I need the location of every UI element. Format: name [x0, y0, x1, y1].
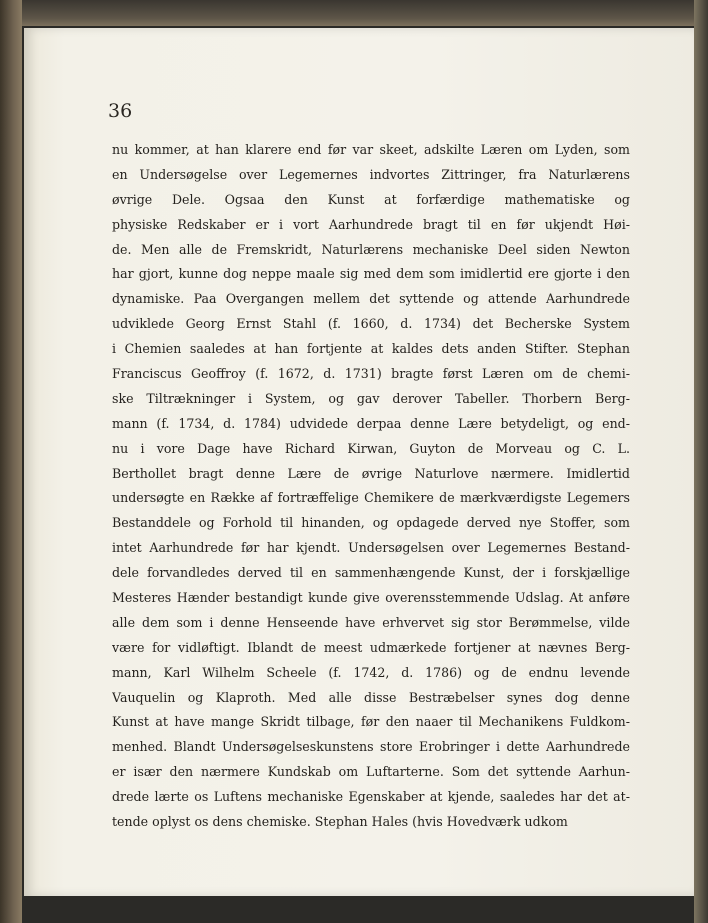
text-line: physiske Redskaber er i vort Aarhundrede bragt til en før ukjendt Høi- — [112, 216, 630, 232]
book-cover-edge-top — [0, 0, 708, 26]
book-cover-edge-left — [0, 0, 22, 923]
text-line: har gjort, kunne dog neppe maale sig med dem som imidlertid ere gjorte i den — [112, 266, 630, 282]
text-line: undersøgte en Række af fortræffelige Chemikere de mærkværdigste Legemers — [112, 490, 630, 506]
text-line: være for vidløftigt. Iblandt de meest udmærkede fortjener at nævnes Berg- — [112, 639, 630, 655]
body-text — [112, 138, 630, 835]
text-line: Kunst at have mange Skridt tilbage, før den naaer til Mechanikens Fuldkom- — [112, 714, 630, 730]
text-line: nu i vore Dage have Richard Kirwan, Guyton de Morveau og C. L. — [112, 440, 630, 456]
page-number: 36 — [108, 100, 133, 122]
text-line: ske Tiltrækninger i System, og gav derover Tabeller. Thorbern Berg- — [112, 390, 630, 406]
text-line: alle dem som i denne Henseende have erhvervet sig stor Berømmelse, vilde — [112, 614, 630, 630]
text-line: en Undersøgelse over Legemernes indvortes Zittringer, fra Naturlærens — [112, 166, 630, 182]
text-line: i Chemien saaledes at han fortjente at kaldes dets anden Stifter. Stephan — [112, 341, 630, 357]
text-line: menhed. Blandt Undersøgelseskunstens store Erobringer i dette Aarhundrede — [112, 739, 630, 755]
text-line: mann (f. 1734, d. 1784) udvidede derpaa denne Lære betydeligt, og end- — [112, 415, 630, 431]
text-line: udviklede Georg Ernst Stahl (f. 1660, d. 1734) det Becherske System — [112, 316, 630, 332]
text-line: de. Men alle de Fremskridt, Naturlærens mechaniske Deel siden Newton — [112, 241, 630, 257]
text-line: Berthollet bragt denne Lære de øvrige Naturlove nærmere. Imidlertid — [112, 465, 630, 481]
text-line: øvrige Dele. Ogsaa den Kunst at forfærdige mathematiske og — [112, 191, 630, 207]
text-line: Franciscus Geoffroy (f. 1672, d. 1731) bragte først Læren om de chemi- — [112, 366, 630, 382]
text-line: tende oplyst os dens chemiske. Stephan Hales (hvis Hovedværk udkom — [112, 814, 568, 830]
text-line: Vauquelin og Klaproth. Med alle disse Bestræbelser synes dog denne — [112, 689, 630, 705]
text-line: Bestanddele og Forhold til hinanden, og opdagede derved nye Stoffer, som — [112, 515, 630, 531]
text-line: mann, Karl Wilhelm Scheele (f. 1742, d. 1786) og de endnu levende — [112, 664, 630, 680]
text-line: dynamiske. Paa Overgangen mellem det syttende og attende Aarhundrede — [112, 291, 630, 307]
text-line: intet Aarhundrede før har kjendt. Undersøgelsen over Legemernes Bestand- — [112, 540, 630, 556]
text-line: dele forvandledes derved til en sammenhængende Kunst, der i forskjællige — [112, 565, 630, 581]
text-line: drede lærte os Luftens mechaniske Egenskaber at kjende, saaledes har det at- — [112, 789, 630, 805]
text-line: Mesteres Hænder bestandigt kunde give overensstemmende Udslag. At anføre — [112, 590, 630, 606]
book-cover-edge-right — [694, 0, 708, 923]
text-line: nu kommer, at han klarere end før var skeet, adskilte Læren om Lyden, som — [112, 142, 630, 157]
text-line: er især den nærmere Kundskab om Luftarterne. Som det syttende Aarhun- — [112, 764, 630, 780]
